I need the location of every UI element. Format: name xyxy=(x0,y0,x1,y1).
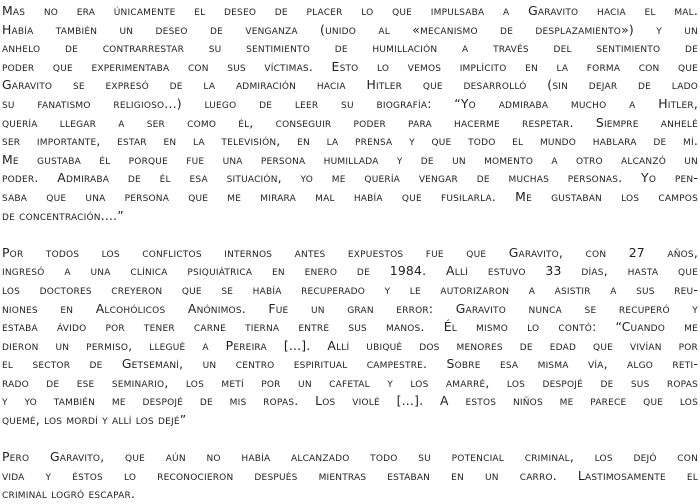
text-line: quería llegar a ser como él, conseguir poder para hacerme respetar. Siempre anhelé xyxy=(2,114,698,130)
text-line: ser importante, estar en la televisión, en la prensa y que todo el mundo hablara de mí. xyxy=(2,133,698,149)
text-line: y yo también me despojé de mis ropas. Los violé [...]. A estos niños me parece que los xyxy=(2,393,698,409)
paragraph-3 xyxy=(2,448,698,504)
paragraph-1 xyxy=(2,2,698,225)
text-line: rado de ese seminario, los metí por un cafetal y los amarré, los despojé de sus ropas xyxy=(2,374,698,390)
text-line: de concentración....” xyxy=(2,207,124,223)
paragraph-gap xyxy=(2,430,698,449)
text-line: dieron un permiso, llegué a Pereira [...]. Allí ubiqué dos menores de edad que vivían por xyxy=(2,337,698,353)
text-line: Había también un deseo de venganza (unido al «mecanismo de desplazamiento») y un xyxy=(2,21,698,37)
document-page xyxy=(2,2,698,502)
text-line: poder. Admiraba de él esa situación, yo me quería vengar de muchas personas. Yo pen- xyxy=(2,170,698,186)
text-line: su fanatismo religioso...) luego de leer su biografía: “Yo admiraba mucho a Hitler, xyxy=(2,95,698,111)
text-line: Mas no era únicamente el deseo de placer lo que impulsaba a Garavito hacia el mal. xyxy=(2,3,698,18)
text-line: Pero Garavito, que aún no había alcanzado todo su potencial criminal, los dejó con xyxy=(2,449,698,465)
text-line: anhelo de contrarrestar su sentimiento de humillación a través del sentimiento de xyxy=(2,40,698,56)
paragraph-gap xyxy=(2,225,698,244)
text-line: poder que experimentaba con sus víctimas. Esto lo vemos implícito en la forma con que xyxy=(2,58,698,74)
text-line: Por todos los conflictos internos antes expuestos fue que Garavito, con 27 años, xyxy=(2,244,698,260)
text-line: quemé, los mordí y allí los dejé” xyxy=(2,412,187,428)
text-line: ingresó a una clínica psiquiátrica en enero de 1984. Allí estuvo 33 días, hasta que xyxy=(2,263,698,279)
text-line: Me gustaba él porque fue una persona humillada y de un momento a otro alcanzó un xyxy=(2,151,698,167)
text-line: niones en Alcohólicos Anónimos. Fue un gran error: Garavito nunca se recuperó y xyxy=(2,300,698,316)
text-line: vida y éstos lo reconocieron después mientras estaban en un carro. Lastimosamente el xyxy=(2,467,698,483)
text-line: saba que una persona que me mirara mal había que fusilarla. Me gustaban los campos xyxy=(2,188,698,204)
text-line: el sector de Getsemaní, un centro espiritual campestre. Sobre esa misma vía, algo reti- xyxy=(2,356,698,372)
text-line: estaba ávido por tener carne tierna entre sus manos. Él mismo lo contó: “Cuando me xyxy=(2,319,698,335)
paragraph-2 xyxy=(2,244,698,430)
text-line: los doctores creyeron que se había recuperado y le autorizaron a asistir a sus reu- xyxy=(2,281,698,297)
text-line: Garavito se expresó de la admiración hacia Hitler que desarrolló (sin dejar de lado xyxy=(2,77,698,93)
text-line: criminal logró escapar. xyxy=(2,486,136,502)
